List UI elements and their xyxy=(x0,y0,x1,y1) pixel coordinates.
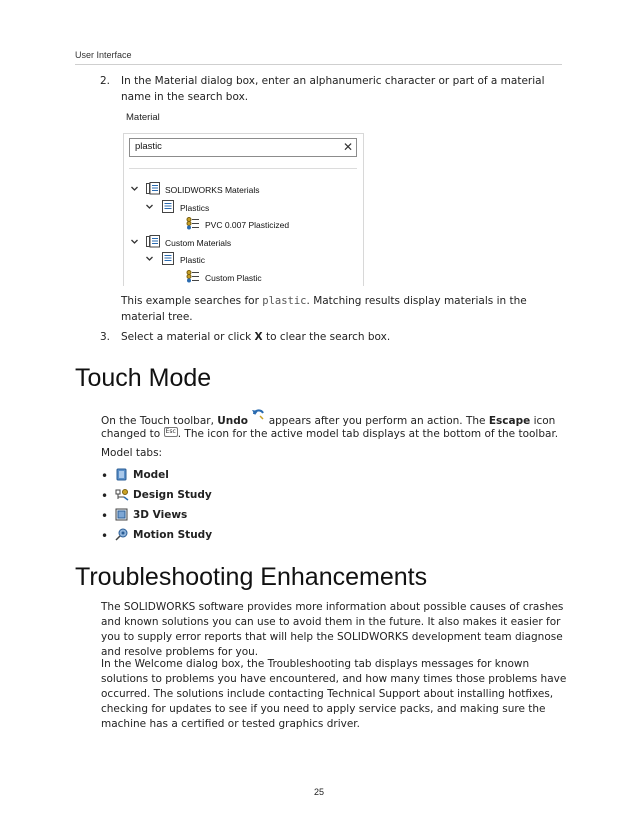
tree-item[interactable] xyxy=(160,270,262,284)
chevron-down-icon[interactable] xyxy=(145,201,161,215)
tree-item[interactable] xyxy=(160,217,289,231)
tab-3d-views-label: 3D Views xyxy=(133,509,188,521)
library-icon xyxy=(146,182,160,199)
touch-line2-after: . The icon for the active model tab displays at the bottom of the toolbar. xyxy=(177,428,559,440)
example-text xyxy=(121,294,565,325)
undo-label: Undo xyxy=(217,415,249,427)
design-study-icon xyxy=(115,486,129,505)
running-header: User Interface xyxy=(75,50,132,60)
dialog-separator xyxy=(129,168,357,169)
3d-views-icon xyxy=(115,506,128,525)
example-code: plastic xyxy=(262,295,307,307)
escape-icon: Esc xyxy=(165,428,176,435)
model-tab-item xyxy=(101,486,401,506)
tree-item[interactable] xyxy=(130,182,259,196)
step-3-before: Select a material or click xyxy=(121,331,255,343)
escape-label: Escape xyxy=(488,415,531,427)
example-before: This example searches for xyxy=(121,295,263,307)
tree-item[interactable] xyxy=(145,200,209,214)
bullet-icon: • xyxy=(101,469,109,483)
troubleshooting-paragraph-2: In the Welcome dialog box, the Troubleshooting tab displays messages for known solutions to problems you have encountered, and how many times those problems have occurred. The solutions include contacting Technical Support about installing hotfixes, checking for updates to see if you need to apply service packs, and making sure the machine has a certified or tested graphics driver. xyxy=(101,658,567,730)
touch-mode-heading: Touch Mode xyxy=(75,364,212,392)
troubleshooting-heading: Troubleshooting Enhancements xyxy=(75,563,428,591)
model-tab-item xyxy=(101,466,401,486)
touch-line1-before: On the Touch toolbar, xyxy=(101,415,218,427)
step-3-bold: X xyxy=(254,331,263,343)
category-icon xyxy=(161,200,175,217)
page-number: 25 xyxy=(313,787,324,797)
touch-line1-after: icon xyxy=(530,415,556,427)
material-icon xyxy=(186,270,200,287)
material-search-input[interactable] xyxy=(129,138,357,157)
clear-search-icon[interactable]: ✕ xyxy=(342,140,353,154)
tree-item[interactable] xyxy=(130,235,231,249)
tab-motion-study-label: Motion Study xyxy=(133,529,213,541)
bullet-icon: • xyxy=(101,509,109,523)
model-icon xyxy=(115,466,128,485)
example-after: . Matching results display materials in the material tree. xyxy=(121,295,527,323)
step-2-text: In the Material dialog box, enter an alphanumeric character or part of a material name in the search box. xyxy=(121,75,545,103)
material-icon xyxy=(186,217,200,234)
tree-item[interactable] xyxy=(145,252,205,266)
material-dialog-label: Material xyxy=(126,112,160,123)
model-tab-item xyxy=(101,506,401,526)
step-2-number: 2. xyxy=(100,75,111,87)
tree-item-label: Plastic xyxy=(180,255,206,265)
tab-model-label: Model xyxy=(133,469,169,481)
step-3-text xyxy=(121,330,565,346)
troubleshooting-paragraph-1: The SOLIDWORKS software provides more information about possible causes of crashes and known solutions you can use to avoid them in the future. It also makes it easier for you to supply error reports that will help the SOLIDWORKS development team diagnose and resolve problems for you. xyxy=(101,601,564,658)
tree-item-label: Custom Plastic xyxy=(205,272,262,283)
step-3-number: 3. xyxy=(100,331,111,343)
library-icon xyxy=(146,235,160,252)
search-value: plastic xyxy=(135,141,162,152)
category-icon xyxy=(161,252,175,269)
bullet-icon: • xyxy=(101,529,109,543)
tree-item-label: SOLIDWORKS Materials xyxy=(165,185,260,195)
tree-item-label: Plastics xyxy=(180,202,210,213)
step-3-after: to clear the search box. xyxy=(262,331,391,343)
motion-study-icon xyxy=(115,526,129,545)
tab-design-study-label: Design Study xyxy=(133,489,212,501)
chevron-down-icon[interactable] xyxy=(145,253,161,267)
touch-line2-before: changed to xyxy=(101,428,164,440)
model-tabs-label: Model tabs: xyxy=(101,447,163,459)
model-tab-item xyxy=(101,526,401,546)
header-rule xyxy=(75,64,562,65)
tree-item-label: Custom Materials xyxy=(165,237,232,248)
chevron-down-icon[interactable] xyxy=(130,236,146,250)
bullet-icon: • xyxy=(101,489,109,503)
chevron-down-icon[interactable] xyxy=(130,183,146,197)
touch-mode-line-2 xyxy=(101,427,571,443)
tree-item-label: PVC 0.007 Plasticized xyxy=(205,220,290,230)
touch-line1-mid: appears after you perform an action. The xyxy=(268,415,489,427)
undo-icon xyxy=(251,407,265,426)
